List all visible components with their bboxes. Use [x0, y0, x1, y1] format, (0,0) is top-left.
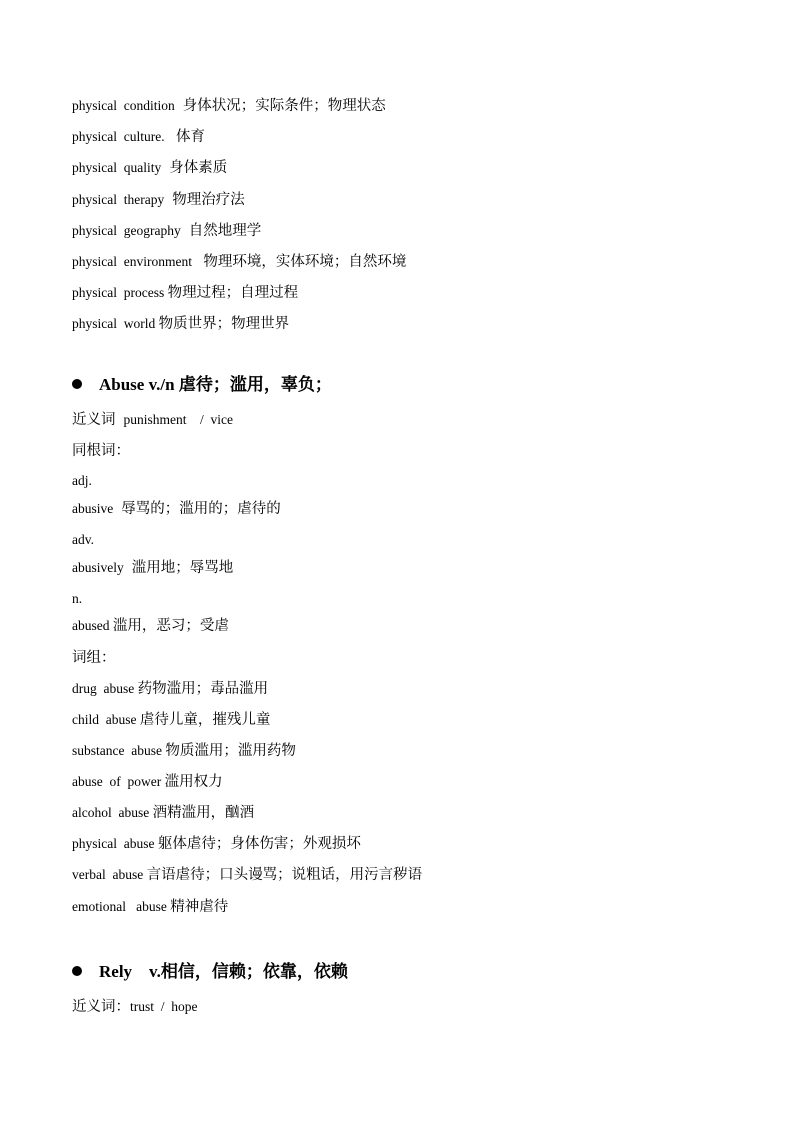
phrase-english: physical process: [72, 285, 168, 300]
phrase-chinese: 体育: [171, 129, 205, 145]
cognates-text: 同根词：: [72, 443, 130, 459]
phrase-line: [72, 679, 268, 699]
heading-english: Abuse v./n: [99, 375, 179, 394]
phrase-line: [72, 865, 422, 885]
phrase-chinese: 药物滥用；毒品滥用: [137, 681, 269, 697]
adj-word: abusive: [72, 501, 117, 516]
phrase-line: [72, 710, 270, 730]
adj-line: [72, 499, 281, 519]
phrase-english: physical environment: [72, 254, 199, 269]
adv-meaning: 滥用地；辱骂地: [127, 560, 234, 576]
phrase-line: [72, 314, 289, 334]
phrase-line: [72, 190, 245, 210]
n-meaning: 滥用，恶习；受虐: [112, 618, 229, 634]
phrase-english: physical geography: [72, 223, 185, 238]
adj-label: [72, 471, 92, 491]
phrase-chinese: 身体素质: [164, 160, 228, 176]
document-page: [72, 0, 732, 1123]
n-line: [72, 616, 229, 636]
adv-line: [72, 558, 233, 578]
phrase-english: physical culture.: [72, 129, 172, 144]
phrase-english: emotional abuse: [72, 899, 171, 914]
adv-label: [72, 530, 94, 550]
phrase-line: [72, 127, 205, 147]
adv-text: adv.: [72, 532, 94, 547]
synonyms-line: [72, 410, 233, 430]
heading-chinese: 相信，信赖；依靠，依赖: [160, 962, 348, 982]
phrase-english: physical condition: [72, 98, 179, 113]
n-text: n.: [72, 591, 83, 606]
bullet-icon: [72, 379, 82, 389]
phrase-line: [72, 897, 228, 917]
synonyms-label: 近义词：: [72, 999, 130, 1015]
phrase-line: [72, 741, 296, 761]
phrase-english: substance abuse: [72, 743, 166, 758]
phrase-english: physical quality: [72, 160, 165, 175]
abuse-heading: [72, 371, 332, 399]
phrase-line: [72, 283, 298, 303]
phrase-chinese: 精神虐待: [170, 899, 229, 915]
phrase-english: physical therapy: [72, 192, 168, 207]
phrase-chinese: 言语虐待；口头谩骂；说粗话，用污言秽语: [146, 867, 423, 883]
synonyms-value: trust / hope: [130, 999, 198, 1014]
phrase-english: alcohol abuse: [72, 805, 153, 820]
heading-chinese: 虐待；滥用，辜负；: [178, 375, 332, 395]
phrase-chinese: 物理环境，实体环境；自然环境: [198, 254, 407, 270]
phrases-label: [72, 648, 116, 668]
phrase-chinese: 虐待儿童，摧残儿童: [139, 712, 271, 728]
adj-meaning: 辱骂的；滥用的；虐待的: [116, 501, 281, 517]
bullet-icon: [72, 966, 82, 976]
heading-english: Rely v.: [99, 962, 161, 981]
phrase-english: drug abuse: [72, 681, 138, 696]
phrase-line: [72, 252, 406, 272]
cognates-label: [72, 441, 130, 461]
phrase-chinese: 物质滥用；滥用药物: [165, 743, 296, 759]
rely-heading: [72, 958, 348, 986]
phrase-chinese: 躯体虐待；身体伤害；外观损坏: [157, 836, 361, 852]
phrase-chinese: 自然地理学: [184, 223, 262, 239]
phrase-chinese: 滥用权力: [164, 774, 223, 790]
phrases-text: 词组：: [72, 650, 116, 666]
phrase-english: abuse of power: [72, 774, 165, 789]
phrase-line: [72, 834, 361, 854]
phrase-english: verbal abuse: [72, 867, 147, 882]
phrase-line: [72, 96, 386, 116]
phrase-line: [72, 803, 254, 823]
adv-word: abusively: [72, 560, 128, 575]
synonyms-label: 近义词: [72, 412, 121, 428]
phrase-chinese: 酒精滥用，酗酒: [152, 805, 255, 821]
synonyms-value: punishment / vice: [120, 412, 233, 427]
n-label: [72, 589, 82, 609]
phrase-line: [72, 158, 227, 178]
phrase-chinese: 物理治疗法: [167, 192, 245, 208]
adj-text: adj.: [72, 473, 92, 488]
phrase-chinese: 身体状况；实际条件；物理状态: [178, 98, 386, 114]
phrase-english: child abuse: [72, 712, 140, 727]
phrase-line: [72, 221, 261, 241]
n-word: abused: [72, 618, 113, 633]
synonyms-line: [72, 997, 198, 1017]
phrase-chinese: 物质世界；物理世界: [158, 316, 290, 332]
phrase-chinese: 物理过程；自理过程: [167, 285, 299, 301]
phrase-english: physical abuse: [72, 836, 158, 851]
phrase-english: physical world: [72, 316, 159, 331]
phrase-line: [72, 772, 223, 792]
